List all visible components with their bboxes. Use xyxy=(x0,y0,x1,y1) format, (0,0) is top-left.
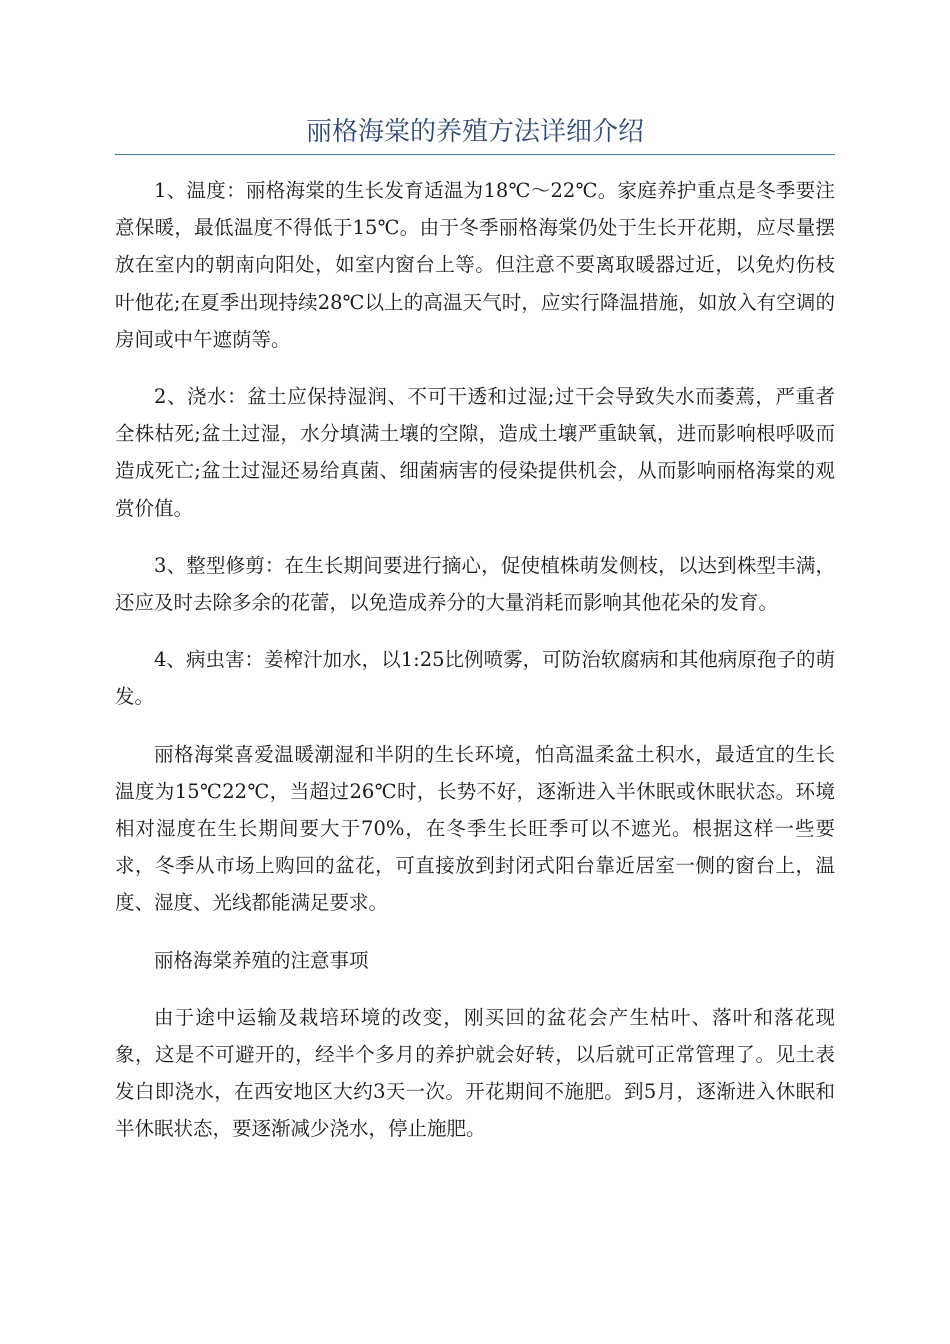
document-body xyxy=(115,172,835,1168)
title-underline xyxy=(115,154,835,155)
section-heading-precautions: 丽格海棠养殖的注意事项 xyxy=(154,948,369,972)
paragraph-pests: 4、病虫害：姜榨汁加水，以1:25比例喷雾，可防治软腐病和其他病原孢子的萌发。 xyxy=(115,648,835,709)
document-title: 丽格海棠的养殖方法详细介绍 xyxy=(305,117,644,147)
paragraph-temperature: 1、温度：丽格海棠的生长发育适温为18℃～22℃。家庭养护重点是冬季要注意保暖，最低温度不得低于15℃。由于冬季丽格海棠仍处于生长开花期，应尽量摆放在室内的朝南向阳处，如室内窗台上等。但注意不要离取暖器过近，以免灼伤枝叶他花;在夏季出现持续28℃以上的高温天气时，应实行降温措施，如放入有空调的房间或中午遮荫等。 xyxy=(115,179,835,351)
paragraph-watering: 2、浇水：盆土应保持湿润、不可干透和过湿;过干会导致失水而萎蔫，严重者全株枯死;盆土过湿，水分填满土壤的空隙，造成土壤严重缺氧，进而影响根呼吸而造成死亡;盆土过湿还易给真菌、细菌病害的侵染提供机会，从而影响丽格海棠的观赏价值。 xyxy=(115,385,835,520)
paragraph-precautions: 由于途中运输及栽培环境的改变，刚买回的盆花会产生枯叶、落叶和落花现象，这是不可避开的，经半个多月的养护就会好转，以后就可正常管理了。见土表发白即浇水，在西安地区大约3天一次。开花期间不施肥。到5月，逐渐进入休眠和半休眠状态，要逐渐减少浇水，停止施肥。 xyxy=(115,1005,835,1141)
paragraph-environment: 丽格海棠喜爱温暖潮湿和半阴的生长环境，怕高温柔盆土积水，最适宜的生长温度为15℃22℃，当超过26℃时，长势不好，逐渐进入半休眠或休眠状态。环境相对湿度在生长期间要大于70%，在冬季生长旺季可以不遮光。根据这样一些要求，冬季从市场上购回的盆花，可直接放到封闭式阳台靠近居室一侧的窗台上，温度、湿度、光线都能满足要求。 xyxy=(115,742,835,915)
paragraph-pruning: 3、整型修剪：在生长期间要进行摘心，促使植株萌发侧枝，以达到株型丰满，还应及时去除多余的花蕾，以免造成养分的大量消耗而影响其他花朵的发育。 xyxy=(115,553,835,615)
